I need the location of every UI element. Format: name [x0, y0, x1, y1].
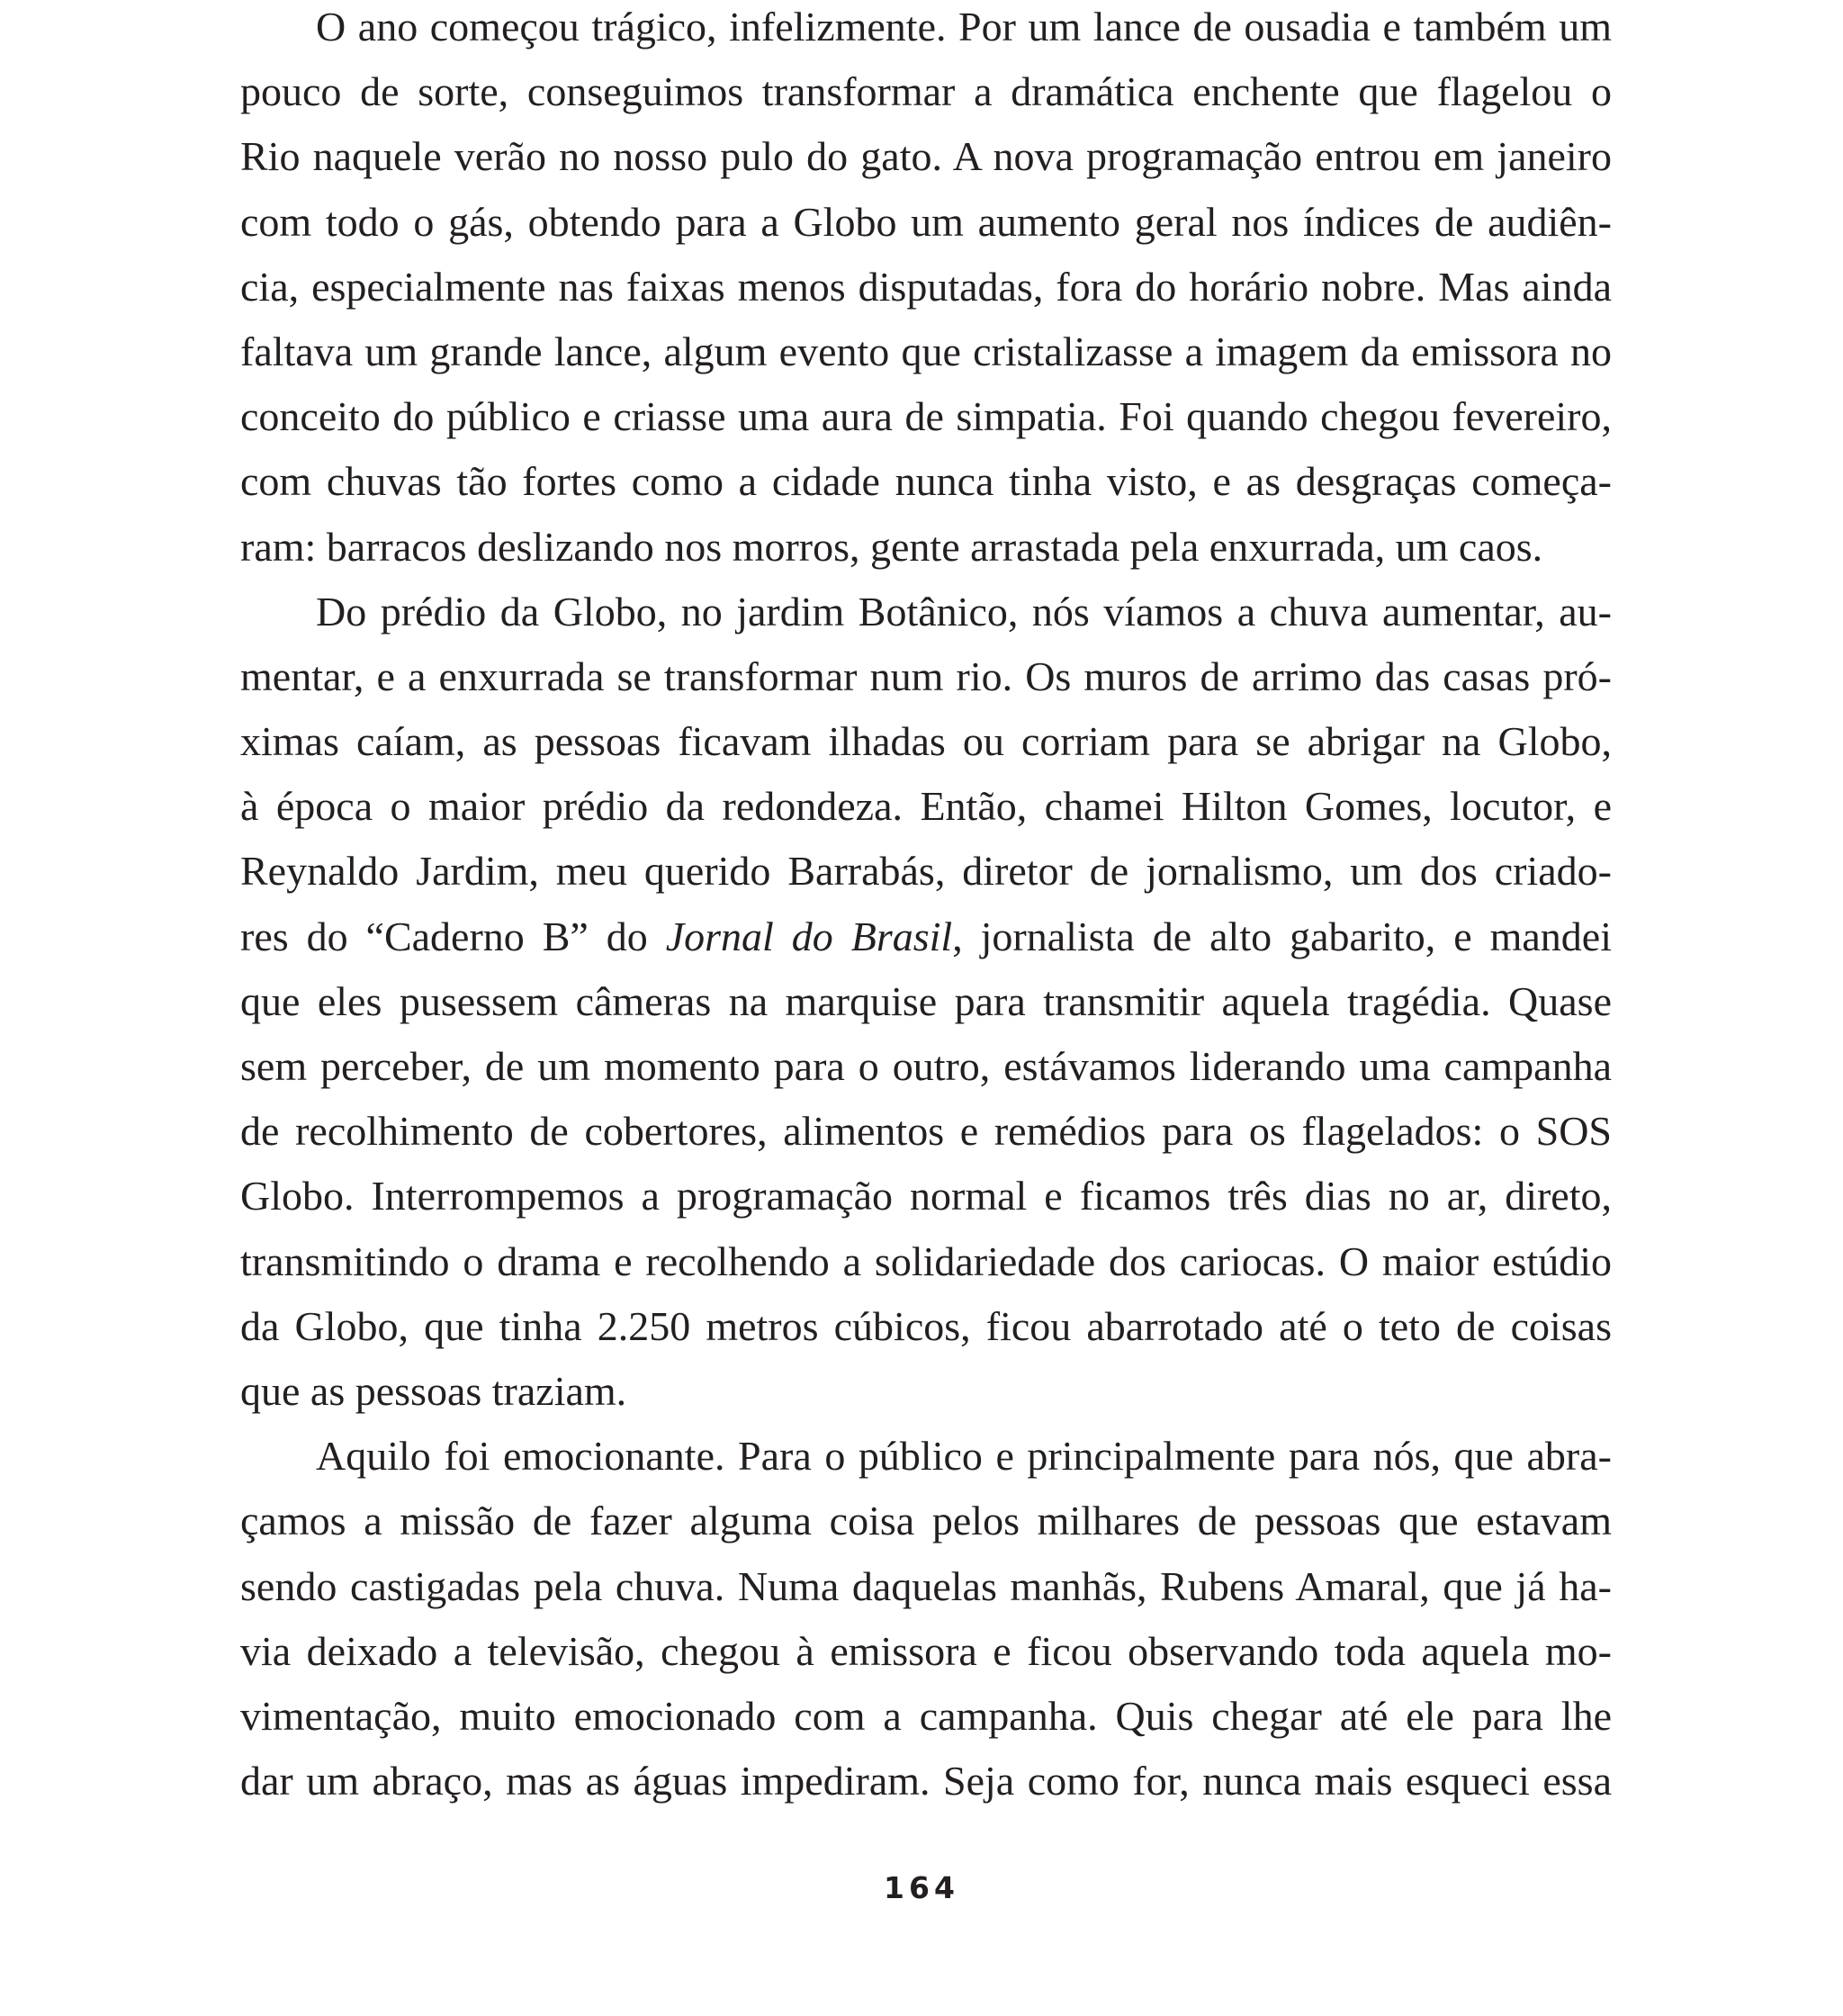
page-number: 164 — [884, 1870, 959, 1905]
text-line: Rio naquele verão no nosso pulo do gato. A nova programação entrou em janeiro — [240, 133, 1612, 180]
paragraph-2 — [240, 580, 1612, 1424]
text-line: pouco de sorte, conseguimos transformar a dramática enchente que flagelou o — [240, 68, 1612, 115]
text-line: de recolhimento de cobertores, alimentos e remédios para os flagelados: o SOS — [240, 1108, 1612, 1155]
paragraph-3 — [240, 1424, 1612, 1814]
text-line: conceito do público e criasse uma aura de simpatia. Foi quando chegou fevereiro, — [240, 393, 1612, 440]
text-line: Reynaldo Jardim, meu querido Barrabás, diretor de jornalismo, um dos criado- — [240, 848, 1612, 895]
text-line: çamos a missão de fazer alguma coisa pelos milhares de pessoas que estavam — [240, 1498, 1612, 1544]
text-line: sendo castigadas pela chuva. Numa daquelas manhãs, Rubens Amaral, que já ha- — [240, 1562, 1612, 1609]
text-line: ram: barracos deslizando nos morros, gente arrastada pela enxurrada, um caos. — [240, 523, 1543, 570]
text-line: Aquilo foi emocionante. Para o público e principalmente para nós, que abra- — [316, 1433, 1612, 1480]
text-line: sem perceber, de um momento para o outro, estávamos liderando uma campanha — [240, 1043, 1612, 1089]
text-line: transmitindo o drama e recolhendo a solidariedade dos cariocas. O maior estúdio — [240, 1238, 1612, 1284]
text-line: mentar, e a enxurrada se transformar num rio. Os muros de arrimo das casas pró- — [240, 652, 1612, 699]
text-segment: , jornalista de alto gabarito, e mandei — [952, 913, 1612, 959]
text-line: que eles pusessem câmeras na marquise para transmitir aquela tragédia. Quase — [240, 977, 1612, 1024]
text-line: que as pessoas traziam. — [240, 1367, 627, 1414]
body-text — [240, 0, 1612, 1814]
text-line: O ano começou trágico, infelizmente. Por um lance de ousadia e também um — [316, 4, 1612, 50]
text-line: à época o maior prédio da redondeza. Então, chamei Hilton Gomes, locutor, e — [240, 783, 1612, 830]
italic-title: Jornal do Brasil — [665, 913, 953, 959]
text-line: com chuvas tão fortes como a cidade nunca tinha visto, e as desgraças começa- — [240, 458, 1612, 505]
text-line: faltava um grande lance, algum evento que cristalizasse a imagem da emissora no — [240, 328, 1612, 374]
text-line: cia, especialmente nas faixas menos disputadas, fora do horário nobre. Mas ainda — [240, 263, 1612, 310]
text-segment: res do “Caderno B” do — [240, 913, 666, 959]
text-line: via deixado a televisão, chegou à emissora e ficou observando toda aquela mo- — [240, 1627, 1612, 1674]
text-line: com todo o gás, obtendo para a Globo um aumento geral nos índices de audiên- — [240, 198, 1612, 245]
text-line: vimentação, muito emocionado com a campanha. Quis chegar até ele para lhe — [240, 1692, 1612, 1739]
paragraph-1 — [240, 0, 1612, 580]
text-line: Do prédio da Globo, no jardim Botânico, nós víamos a chuva aumentar, au- — [316, 588, 1612, 634]
text-line: da Globo, que tinha 2.250 metros cúbicos, ficou abarrotado até o teto de coisas — [240, 1302, 1612, 1349]
text-line-with-italic — [240, 904, 1612, 969]
text-line: Globo. Interrompemos a programação normal e ficamos três dias no ar, direto, — [240, 1173, 1612, 1220]
text-line: ximas caíam, as pessoas ficavam ilhadas ou corriam para se abrigar na Globo, — [240, 718, 1612, 765]
text-line: dar um abraço, mas as águas impediram. Seja como for, nunca mais esqueci essa — [240, 1758, 1612, 1804]
